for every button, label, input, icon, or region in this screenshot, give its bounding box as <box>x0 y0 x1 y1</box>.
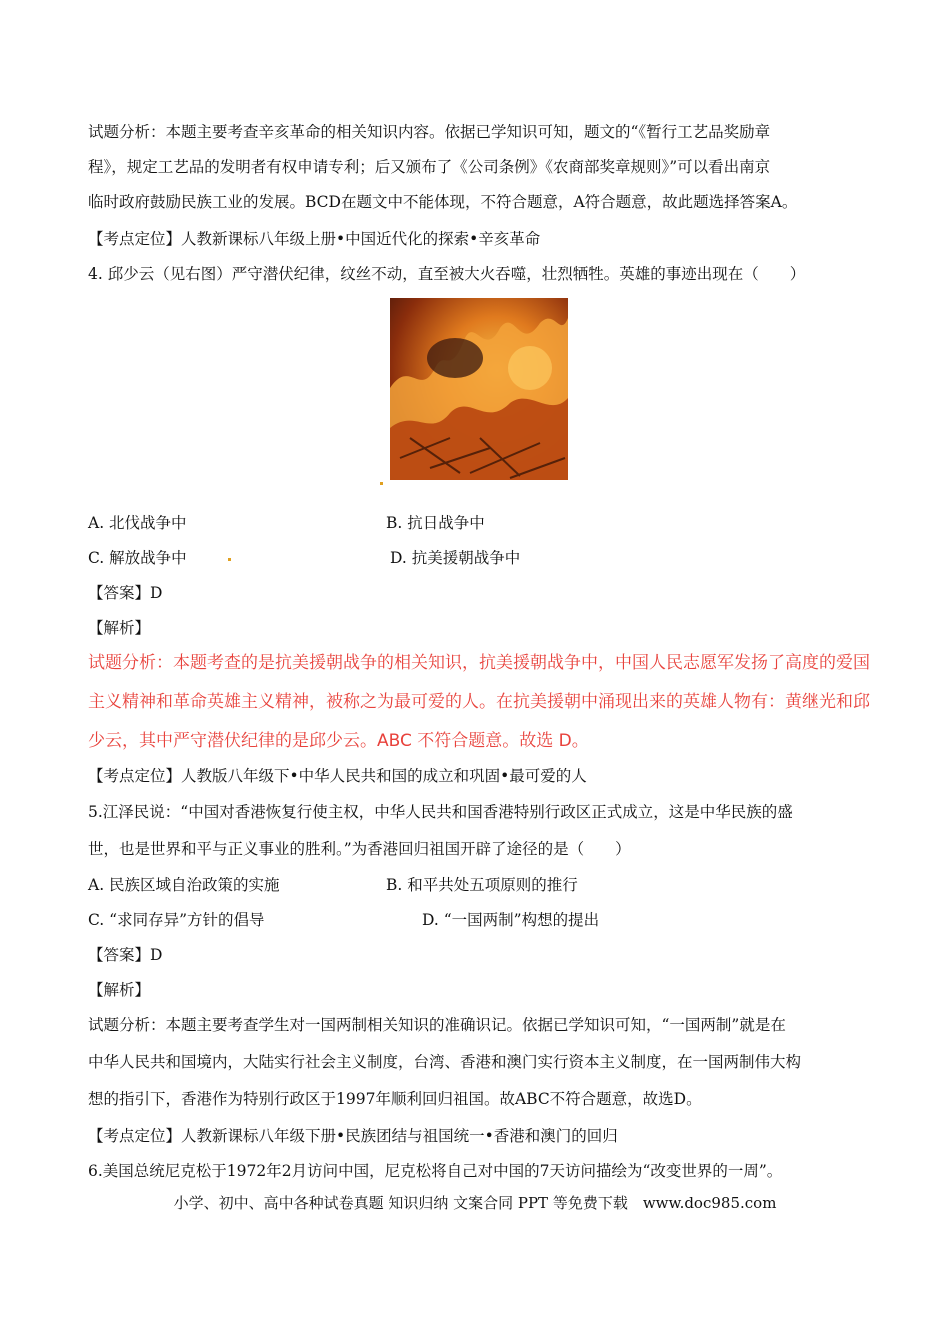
q5-stem-line-2: 世，也是世界和平与正义事业的胜利。”为香港回归祖国开辟了途径的是（ ） <box>88 840 631 858</box>
q4-option-b: B. 抗日战争中 <box>386 514 485 532</box>
kaodian-q3: 【考点定位】人教新课标八年级上册•中国近代化的探索•辛亥革命 <box>88 230 541 248</box>
kaodian-q4: 【考点定位】人教版八年级下•中华人民共和国的成立和巩固•最可爱的人 <box>88 767 587 785</box>
q4-analysis-line-3: 少云，其中严守潜伏纪律的是邱少云。ABC 不符合题意。故选 D。 <box>88 731 589 751</box>
fire-illustration <box>390 298 568 480</box>
kaodian-q5: 【考点定位】人教新课标八年级下册•民族团结与祖国统一•香港和澳门的回归 <box>88 1127 618 1145</box>
q4-analysis-line-2: 主义精神和革命英雄主义精神，被称之为最可爱的人。在抗美援朝中涌现出来的英雄人物有：黄继光和邱 <box>88 692 870 712</box>
q5-analysis-line-2: 中华人民共和国境内，大陆实行社会主义制度，台湾、香港和澳门实行资本主义制度，在一国两制伟大构 <box>88 1053 802 1071</box>
q5-option-a: A. 民族区域自治政策的实施 <box>88 876 280 894</box>
analysis-q3-line-1: 试题分析：本题主要考查辛亥革命的相关知识内容。依据已学知识可知，题文的“《暂行工艺品奖励章 <box>88 123 771 141</box>
q4-option-d: D. 抗美援朝战争中 <box>390 549 521 567</box>
qiu-shaoyun-fire-image <box>390 298 568 480</box>
q5-analysis-line-3: 想的指引下，香港作为特别行政区于1997年顺利回归祖国。故ABC不符合题意，故选D。 <box>88 1090 702 1108</box>
q5-analysis-line-1: 试题分析：本题主要考查学生对一国两制相关知识的准确识记。依据已学知识可知，“一国两制”就是在 <box>88 1016 786 1034</box>
q5-stem-line-1: 5.江泽民说：“中国对香港恢复行使主权，中华人民共和国香港特别行政区正式成立，这是中华民族的盛 <box>88 803 793 821</box>
q5-answer: 【答案】D <box>88 946 163 964</box>
q4-answer: 【答案】D <box>88 584 163 602</box>
q4-jiexi-heading: 【解析】 <box>88 619 151 637</box>
q5-option-b: B. 和平共处五项原则的推行 <box>386 876 578 894</box>
analysis-q3-line-3: 临时政府鼓励民族工业的发展。BCD在题文中不能体现，不符合题意，A符合题意，故此题选择答案A。 <box>88 193 798 211</box>
q4-option-a: A. 北伐战争中 <box>88 514 187 532</box>
stray-mark <box>228 558 231 561</box>
q5-jiexi-heading: 【解析】 <box>88 981 151 999</box>
stray-mark <box>380 482 383 485</box>
q5-option-d: D. “一国两制”构想的提出 <box>422 911 600 929</box>
q5-option-c: C. “求同存异”方针的倡导 <box>88 911 265 929</box>
q6-stem: 6.美国总统尼克松于1972年2月访问中国，尼克松将自己对中国的7天访问描绘为“改变世界的一周”。 <box>88 1162 783 1180</box>
q4-stem: 4. 邱少云（见右图）严守潜伏纪律，纹丝不动，直至被大火吞噬，壮烈牺牲。英雄的事迹出现在（ ） <box>88 265 806 283</box>
q4-option-c: C. 解放战争中 <box>88 549 187 567</box>
page-footer: 小学、初中、高中各种试卷真题 知识归纳 文案合同 PPT 等免费下载 www.doc985.com <box>173 1194 777 1212</box>
q4-analysis-line-1: 试题分析：本题考查的是抗美援朝战争的相关知识，抗美援朝战争中，中国人民志愿军发扬了高度的爱国 <box>88 653 870 673</box>
analysis-q3-line-2: 程》，规定工艺品的发明者有权申请专利；后又颁布了《公司条例》《农商部奖章规则》”可以看出南京 <box>88 158 771 176</box>
